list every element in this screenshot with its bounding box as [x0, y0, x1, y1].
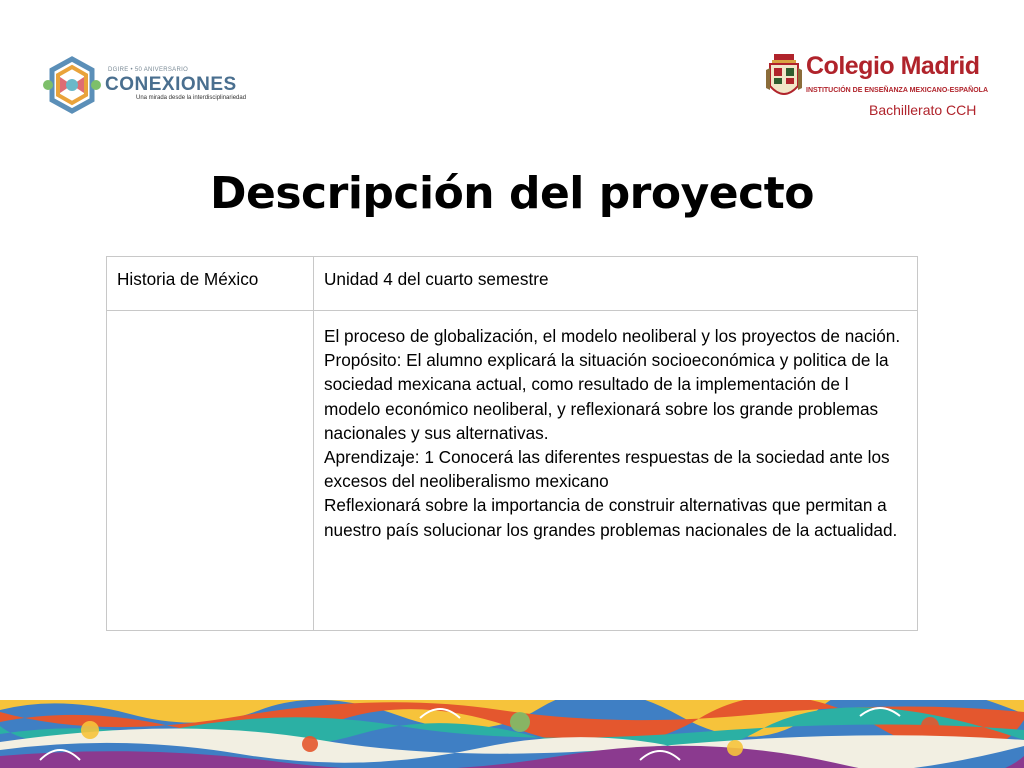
reflection-paragraph: Reflexionará sobre la importancia de construir alternativas que permitan a nuestro país solucionar los grandes problemas nacionales de la actualidad. [324, 495, 898, 540]
colegio-madrid-title: Colegio Madrid [806, 52, 980, 80]
table-cell-empty [107, 311, 314, 631]
conexiones-subtitle: Una mirada desde la interdisciplinariedad [136, 95, 247, 101]
conexiones-top-text: DGIRE • 50 ANIVERSARIO [108, 67, 189, 73]
colegio-madrid-subtitle: INSTITUCIÓN DE ENSEÑANZA MEXICANO-ESPAÑOLA [806, 87, 989, 94]
bachillerato-label: Bachillerato CCH [869, 102, 977, 118]
description-paragraph: El proceso de globalización, el modelo neoliberal y los proyectos de nación. Propósito: El alumno explicará la situación socioeconómica y politica de la sociedad mexicana actual, como resultado de la implementación de l modelo económico neoliberal, y reflexionará sobre los grande problemas nacionales y sus alternativas. [324, 326, 901, 443]
decorative-footer-image [0, 700, 1024, 768]
table-cell-description [314, 311, 918, 631]
table-row [107, 257, 918, 311]
colegio-madrid-logo [762, 48, 989, 123]
project-table [106, 256, 918, 631]
slide-title: Descripción del proyecto [210, 168, 814, 219]
table-cell-unit: Unidad 4 del cuarto semestre [314, 257, 918, 311]
crest-icon [766, 52, 802, 104]
footer-pattern-icon [0, 700, 1024, 768]
conexiones-title: CONEXIONES [105, 74, 237, 95]
learning-paragraph: Aprendizaje: 1 Conocerá las diferentes respuestas de la sociedad ante los excesos del neoliberalismo mexicano [324, 447, 890, 492]
table-cell-subject: Historia de México [107, 257, 314, 311]
table-row [107, 311, 918, 631]
conexiones-emblem-icon [40, 55, 104, 115]
